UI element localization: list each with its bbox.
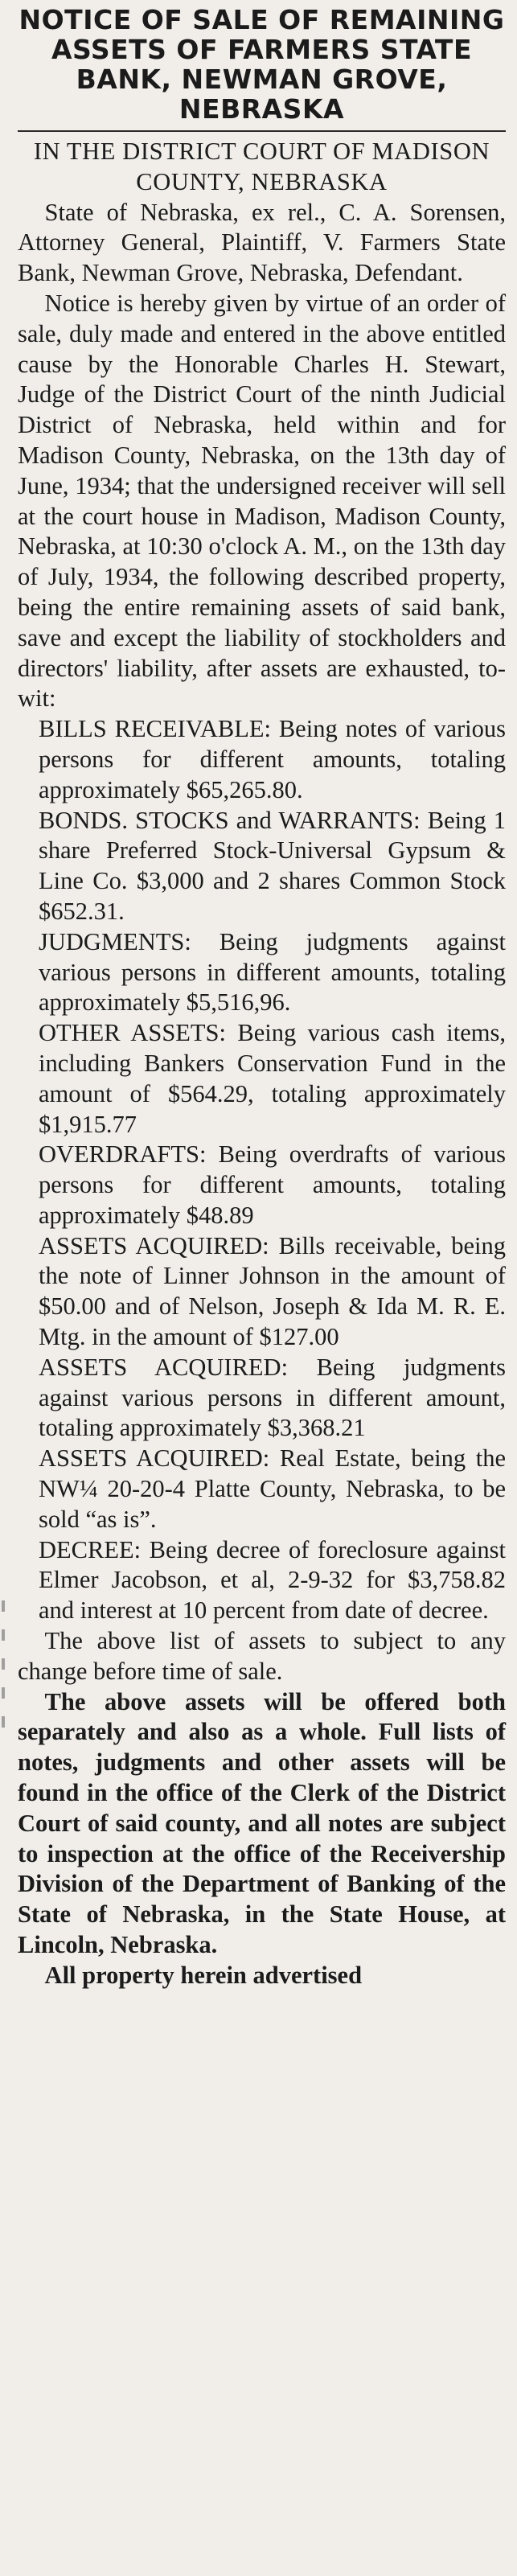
asset-item <box>39 1140 506 1230</box>
asset-item-text: Being overdrafts of various persons for different amounts, totaling approximately $48.89 <box>39 1140 507 1229</box>
edge-mark <box>2 1716 5 1728</box>
notice-body <box>18 137 506 1991</box>
asset-item <box>39 1018 506 1140</box>
edge-mark <box>2 1687 5 1699</box>
notice-paragraph: Notice is hereby given by virtue of an order of sale, duly made and entered in the above entitled cause by the Honorable Charles H. Stewart, Judge of the District Court of the ninth Judicial District of Nebraska, held within and for Madison County, Nebraska, on the 13th day of June, 1934; that the undersigned receiver will sell at the court house in Madison, Madison County, Nebraska, at 10:30 o'clock A. M., on the 13th day of July, 1934, the following described property, being the entire remaining assets of said bank, save and except the liability of stockholders and directors' liability, after assets are exhausted, to-wit: <box>18 289 506 713</box>
asset-item-label: DECREE: <box>39 1535 142 1563</box>
asset-item <box>39 1535 506 1626</box>
asset-item-text: Being 1 share Preferred Stock-Universal Gypsum & Line Co. $3,000 and 2 shares Common Stock $652.31. <box>39 806 507 925</box>
asset-item-label: ASSETS ACQUIRED: <box>39 1444 270 1473</box>
subject-paragraph: The above list of assets to subject to any change before time of sale. <box>18 1627 506 1685</box>
asset-item-label: BILLS RECEIVABLE: <box>39 715 271 743</box>
asset-item <box>39 714 506 805</box>
parties-paragraph: State of Nebraska, ex rel., C. A. Sorensen, Attorney General, Plaintiff, V. Farmers State Bank, Newman Grove, Nebraska, Defendant. <box>18 198 506 287</box>
asset-item-text: Being various cash items, including Bankers Conservation Fund in the amount of $564.29, totaling approximately $1,915.77 <box>39 1019 507 1138</box>
offer-paragraph: The above assets will be offered both separately and also as a whole. Full lists of notes, judgments and other assets will be found in the office of the Clerk of the District Court of said county, and all notes are subject to inspection at the office of the Receivership Division of the Department of Banking of the State of Nebraska, in the State House, at Lincoln, Nebraska. <box>18 1687 506 1959</box>
headline-rule <box>18 130 506 132</box>
asset-item-text: Being judgments against various persons in different amounts, totaling approximately $5,516,96. <box>39 927 507 1017</box>
asset-item-label: JUDGMENTS: <box>39 927 191 955</box>
edge-mark <box>2 1629 5 1641</box>
asset-item-label: ASSETS ACQUIRED: <box>39 1231 269 1259</box>
asset-item <box>39 1231 506 1353</box>
asset-item-label: OVERDRAFTS: <box>39 1140 207 1169</box>
asset-item <box>39 806 506 927</box>
edge-mark <box>2 1600 5 1612</box>
asset-item-text: Bills receivable, being the note of Linner Johnson in the amount of $50.00 and of Nelson, Joseph & Ida M. R. E. Mtg. in the amount of $127.00 <box>39 1231 507 1351</box>
scan-edge-marks <box>0 1600 6 1826</box>
asset-item <box>39 1353 506 1444</box>
asset-item-label: ASSETS ACQUIRED: <box>39 1353 289 1381</box>
asset-item-text: Real Estate, being the NW¼ 20-20-4 Platte County, Nebraska, to be sold “as is”. <box>39 1444 507 1533</box>
asset-item-text: Being notes of various persons for different amounts, totaling approximately $65,265.80. <box>39 715 506 803</box>
asset-item-text: Being decree of foreclosure against Elmer Jacobson, et al, 2-9-32 for $3,758.82 and interest at 10 percent from date of decree. <box>39 1535 507 1625</box>
headline: NOTICE OF SALE OF REMAINING ASSETS OF FARMERS STATE BANK, NEWMAN GROVE, NEBRASKA <box>18 4 505 125</box>
edge-mark <box>2 1658 5 1670</box>
asset-item <box>39 1444 506 1535</box>
court-caption: IN THE DISTRICT COURT OF MADISON COUNTY, NEBRASKA <box>33 138 490 195</box>
closing-fragment: All property herein advertised <box>44 1961 363 1989</box>
asset-item <box>39 927 506 1018</box>
asset-item-text: Being judgments against various persons in different amount, totaling approximately $3,368.21 <box>39 1353 507 1442</box>
asset-item-label: BONDS. STOCKS and WARRANTS: <box>39 806 421 834</box>
asset-item-label: OTHER ASSETS: <box>39 1019 226 1047</box>
